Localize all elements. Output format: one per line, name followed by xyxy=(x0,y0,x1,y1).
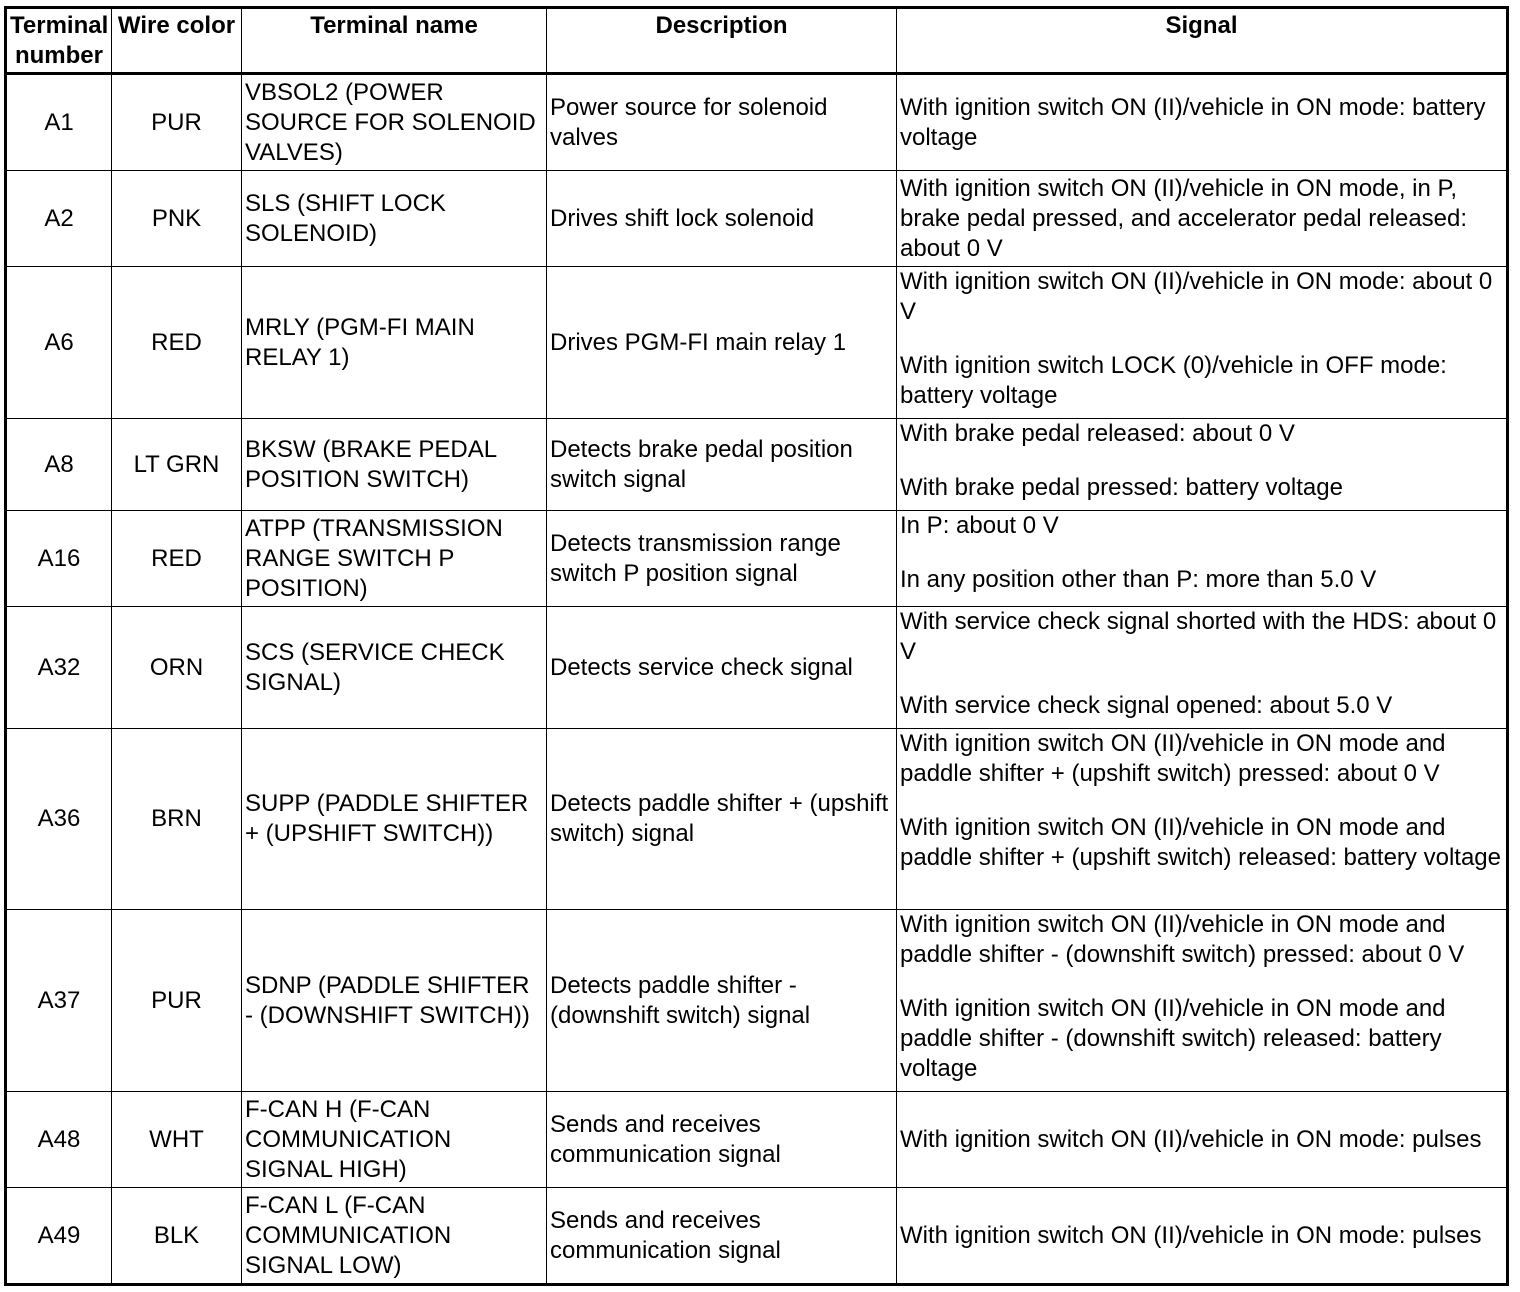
signal-gap xyxy=(900,789,1503,813)
terminal-name-cell: F-CAN H (F-CAN COMMUNICATION SIGNAL HIGH) xyxy=(242,1092,547,1188)
table-row xyxy=(6,267,1508,419)
signal-text: With ignition switch ON (II)/vehicle in ON mode and paddle shifter - (downshift switch) released: battery voltage xyxy=(900,995,1446,1082)
table-row xyxy=(6,910,1508,1092)
description-cell: Detects brake pedal position switch signal xyxy=(547,419,897,511)
header-signal: Signal xyxy=(897,8,1508,74)
wire-color-cell: RED xyxy=(112,267,242,419)
signal-cell xyxy=(897,267,1508,419)
terminal-number-cell: A36 xyxy=(6,729,112,910)
signal-gap xyxy=(900,970,1503,994)
signal-cell xyxy=(897,171,1508,267)
table-row xyxy=(6,171,1508,267)
signal-text: In P: about 0 V xyxy=(900,512,1059,539)
terminal-number-cell: A8 xyxy=(6,419,112,511)
description-cell: Drives shift lock solenoid xyxy=(547,171,897,267)
terminal-number-cell: A1 xyxy=(6,74,112,171)
wire-color-cell: ORN xyxy=(112,607,242,729)
table-row xyxy=(6,607,1508,729)
table-row xyxy=(6,1188,1508,1285)
table-row xyxy=(6,419,1508,511)
terminal-name-cell: SUPP (PADDLE SHIFTER + (UPSHIFT SWITCH)) xyxy=(242,729,547,910)
signal-text: In any position other than P: more than 5.0 V xyxy=(900,566,1377,593)
header-wire-color: Wire color xyxy=(112,8,242,74)
signal-text: With ignition switch ON (II)/vehicle in ON mode: pulses xyxy=(900,1125,1482,1153)
terminal-number-cell: A49 xyxy=(6,1188,112,1285)
table-row xyxy=(6,511,1508,607)
signal-text: With ignition switch ON (II)/vehicle in ON mode: pulses xyxy=(900,1221,1482,1249)
header-terminal-number: Terminal number xyxy=(6,8,112,74)
terminal-name-cell: ATPP (TRANSMISSION RANGE SWITCH P POSITION) xyxy=(242,511,547,607)
description-cell: Detects transmission range switch P position signal xyxy=(547,511,897,607)
wire-color-cell: PUR xyxy=(112,74,242,171)
description-cell: Detects paddle shifter + (upshift switch) signal xyxy=(547,729,897,910)
wire-color-cell: PNK xyxy=(112,171,242,267)
terminal-number-cell: A16 xyxy=(6,511,112,607)
signal-cell xyxy=(897,1188,1508,1285)
table-body xyxy=(6,74,1508,1285)
description-cell: Sends and receives communication signal xyxy=(547,1188,897,1285)
signal-gap xyxy=(900,667,1503,691)
terminal-name-cell: SLS (SHIFT LOCK SOLENOID) xyxy=(242,171,547,267)
signal-cell xyxy=(897,74,1508,171)
description-cell: Sends and receives communication signal xyxy=(547,1092,897,1188)
header-terminal-name: Terminal name xyxy=(242,8,547,74)
wire-color-cell: WHT xyxy=(112,1092,242,1188)
signal-text: With ignition switch ON (II)/vehicle in ON mode and paddle shifter + (upshift switch) pressed: about 0 V xyxy=(900,730,1446,787)
description-cell: Power source for solenoid valves xyxy=(547,74,897,171)
header-description: Description xyxy=(547,8,897,74)
terminal-number-cell: A32 xyxy=(6,607,112,729)
signal-text: With ignition switch ON (II)/vehicle in ON mode and paddle shifter - (downshift switch) pressed: about 0 V xyxy=(900,911,1465,968)
terminal-name-cell: MRLY (PGM-FI MAIN RELAY 1) xyxy=(242,267,547,419)
table-row xyxy=(6,729,1508,910)
signal-text: With ignition switch LOCK (0)/vehicle in OFF mode: battery voltage xyxy=(900,352,1447,409)
wire-color-cell: BRN xyxy=(112,729,242,910)
signal-text: With ignition switch ON (II)/vehicle in ON mode and paddle shifter + (upshift switch) released: battery voltage xyxy=(900,814,1501,871)
terminal-number-cell: A48 xyxy=(6,1092,112,1188)
signal-text: With ignition switch ON (II)/vehicle in ON mode: battery voltage xyxy=(900,93,1486,151)
terminal-number-cell: A2 xyxy=(6,171,112,267)
signal-text: With brake pedal released: about 0 V xyxy=(900,420,1295,447)
table-row xyxy=(6,74,1508,171)
wire-color-cell: BLK xyxy=(112,1188,242,1285)
signal-text: With service check signal shorted with the HDS: about 0 V xyxy=(900,608,1497,665)
terminal-table xyxy=(4,6,1509,1286)
signal-text: With ignition switch ON (II)/vehicle in ON mode: about 0 V xyxy=(900,268,1493,325)
terminal-number-cell: A37 xyxy=(6,910,112,1092)
signal-text: With service check signal opened: about 5.0 V xyxy=(900,692,1393,719)
wire-color-cell: RED xyxy=(112,511,242,607)
description-cell: Drives PGM-FI main relay 1 xyxy=(547,267,897,419)
signal-text: With brake pedal pressed: battery voltage xyxy=(900,474,1343,501)
wire-color-cell: LT GRN xyxy=(112,419,242,511)
terminal-name-cell: VBSOL2 (POWER SOURCE FOR SOLENOID VALVES) xyxy=(242,74,547,171)
description-cell: Detects paddle shifter - (downshift switch) signal xyxy=(547,910,897,1092)
description-cell: Detects service check signal xyxy=(547,607,897,729)
terminal-number-cell: A6 xyxy=(6,267,112,419)
signal-text: With ignition switch ON (II)/vehicle in ON mode, in P, brake pedal pressed, and accelerator pedal released: about 0 V xyxy=(900,174,1468,262)
signal-cell xyxy=(897,419,1508,511)
signal-cell xyxy=(897,607,1508,729)
signal-gap xyxy=(900,327,1503,351)
header-row xyxy=(6,8,1508,74)
terminal-name-cell: SCS (SERVICE CHECK SIGNAL) xyxy=(242,607,547,729)
signal-cell xyxy=(897,910,1508,1092)
signal-gap xyxy=(900,541,1503,565)
terminal-name-cell: SDNP (PADDLE SHIFTER - (DOWNSHIFT SWITCH)) xyxy=(242,910,547,1092)
wire-color-cell: PUR xyxy=(112,910,242,1092)
terminal-name-cell: F-CAN L (F-CAN COMMUNICATION SIGNAL LOW) xyxy=(242,1188,547,1285)
signal-cell xyxy=(897,729,1508,910)
signal-cell xyxy=(897,1092,1508,1188)
signal-gap xyxy=(900,449,1503,473)
signal-cell xyxy=(897,511,1508,607)
table-row xyxy=(6,1092,1508,1188)
terminal-name-cell: BKSW (BRAKE PEDAL POSITION SWITCH) xyxy=(242,419,547,511)
